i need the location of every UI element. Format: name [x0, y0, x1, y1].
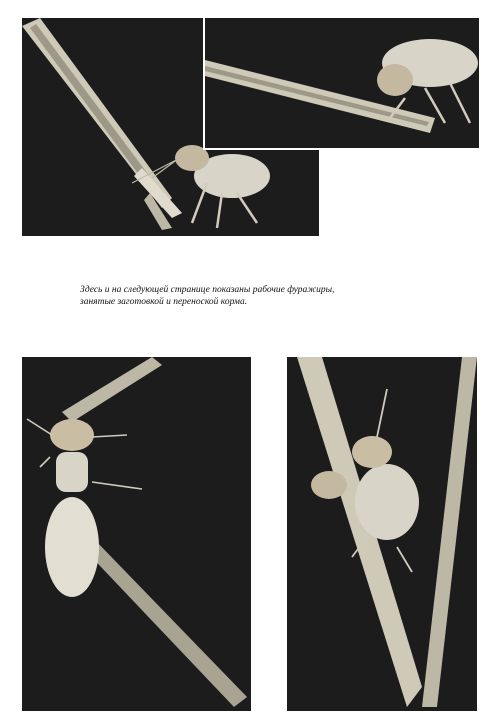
photo-termite-on-stem — [203, 18, 479, 150]
caption-line-1: Здесь и на следующей странице показаны рабочие фуражиры, — [80, 285, 335, 295]
photo-caption — [80, 284, 410, 308]
caption-line-2: занятые заготовкой и переноской корма. — [80, 297, 248, 307]
photo-termites-on-grass-blades — [287, 357, 477, 711]
photo-termite-on-twig — [22, 357, 251, 711]
